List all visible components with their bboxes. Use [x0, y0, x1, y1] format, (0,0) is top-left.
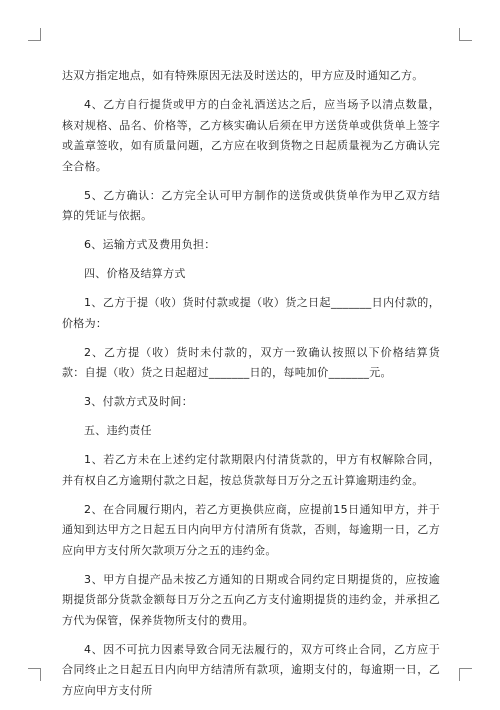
paragraph-breach-clause-3: 3、甲方自提产品未按乙方通知的日期或合同约定日期提货的，应按逾期提货部分货款金额每日万分之五向乙方支付逾期提货的违约金，并承担乙方代为保管，保养货物所支付的费用。 — [62, 572, 440, 627]
paragraph-price-clause-2: 2、乙方提（收）货时未付款的，双方一致确认按照以下价格结算货款：自提（收）货之日起超过_______日的，每吨加价_______元。 — [62, 345, 440, 379]
paragraph-price-clause-1: 1、乙方于提（收）货时付款或提（收）货之日起_______日内付款的，价格为： — [62, 296, 440, 330]
crop-mark-top-right — [459, 28, 472, 41]
paragraph-price-clause-3: 3、付款方式及时间： — [84, 395, 193, 408]
paragraph-breach-clause-1: 1、若乙方未在上述约定付款期限内付清货款的，甲方有权解除合同，并有权自乙方逾期付款之日起，按总货款每日万分之五计算逾期违约金。 — [62, 453, 440, 487]
document-body — [62, 66, 440, 710]
section-heading-breach-liability: 五、违约责任 — [84, 424, 152, 437]
section-heading-price-settlement: 四、价格及结算方式 — [84, 267, 186, 280]
paragraph-breach-clause-2: 2、在合同履行期内，若乙方更换供应商，应提前15日通知甲方，并于通知到达甲方之日起五日内向甲方付清所有货款，否则，每逾期一日，乙方应向甲方支付所欠款项万分之五的违约金。 — [62, 502, 440, 557]
paragraph-clause-5-confirmation: 5、乙方确认：乙方完全认可甲方制作的送货或供货单作为甲乙双方结算的凭证与依据。 — [62, 188, 440, 222]
paragraph-breach-clause-4: 4、因不可抗力因素导致合同无法履行的，双方可终止合同，乙方应于合同终止之日起五日内向甲方结清所有款项，逾期支付的，每逾期一日，乙方应向甲方支付所 — [62, 642, 440, 697]
paragraph-continuation: 达双方指定地点，如有特殊原因无法及时送达的，甲方应及时通知乙方。 — [62, 69, 424, 82]
paragraph-clause-4-inspection: 4、乙方自行提货或甲方的白金礼酒送达之后，应当场予以清点数量，核对规格、品名、价格等，乙方核实确认后须在甲方送货单或供货单上签字或盖章签收，如有质量问题，乙方应在收到货物之日起质量视为乙方确认完全合格。 — [62, 98, 440, 173]
crop-mark-bottom-right — [459, 668, 472, 681]
crop-mark-top-left — [28, 28, 41, 41]
crop-mark-bottom-left — [28, 668, 41, 681]
paragraph-clause-6-transport: 6、运输方式及费用负担： — [84, 238, 216, 251]
